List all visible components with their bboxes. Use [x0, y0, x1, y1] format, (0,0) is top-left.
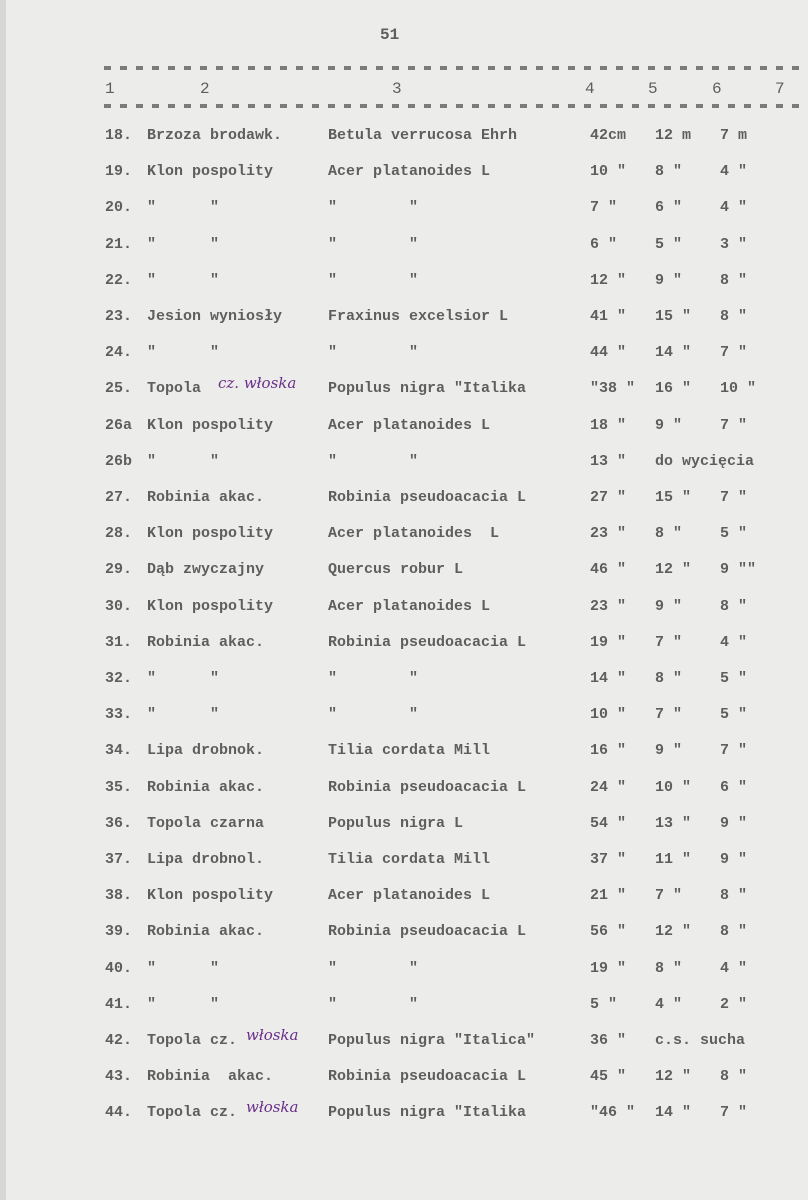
- row-number: 23.: [105, 308, 133, 325]
- crown-diameter: 9 "": [720, 561, 757, 579]
- row-number: 33.: [105, 706, 133, 724]
- table-row: [0, 374, 808, 400]
- height: 10 ": [655, 778, 692, 796]
- height: 12 m: [655, 127, 692, 144]
- circumference: 36 ": [590, 1032, 627, 1049]
- row-number: 32.: [105, 670, 133, 687]
- polish-name: Topola: [147, 380, 202, 398]
- circumference: 45 ": [590, 1068, 627, 1086]
- polish-name: Dąb zwyczajny: [147, 561, 265, 579]
- table-row: [0, 525, 808, 545]
- table-row: [0, 779, 808, 799]
- crown-diameter: 8 ": [720, 923, 748, 941]
- page-number: 51: [380, 26, 400, 44]
- table-row: [0, 236, 808, 256]
- polish-name: " ": [147, 995, 220, 1013]
- height: 12 ": [655, 561, 692, 579]
- latin-name: " ": [328, 670, 419, 687]
- circumference: 6 ": [590, 235, 618, 253]
- height: 9 ": [655, 416, 683, 434]
- polish-name: Topola cz.: [147, 1032, 238, 1049]
- table-row: [0, 887, 808, 907]
- table-row: [0, 923, 808, 943]
- polish-name: " ": [147, 199, 220, 217]
- column-header-2: 2: [200, 80, 210, 98]
- polish-name: " ": [147, 706, 220, 724]
- polish-name: " ": [147, 271, 220, 289]
- circumference: 56 ": [590, 923, 627, 941]
- latin-name: Tilia cordata Mill: [328, 742, 491, 760]
- crown-diameter: 3 ": [720, 235, 748, 253]
- circumference: 23 ": [590, 597, 627, 615]
- latin-name: Acer platanoides L: [328, 163, 491, 181]
- height: 7 ": [655, 633, 683, 651]
- height: 8 ": [655, 525, 683, 543]
- row-number: 44.: [105, 1104, 133, 1122]
- height: 9 ": [655, 271, 683, 289]
- crown-diameter: 5 ": [720, 706, 748, 724]
- polish-name: Robinia akac.: [147, 923, 265, 941]
- latin-name: Populus nigra "Italika: [328, 1104, 527, 1122]
- height: 13 ": [655, 814, 692, 832]
- table-row: [0, 1026, 808, 1052]
- row-number: 19.: [105, 163, 133, 181]
- polish-name: Brzoza brodawk.: [147, 127, 283, 144]
- handwritten-annotation: włoska: [246, 1098, 299, 1117]
- height: 8 ": [655, 959, 683, 977]
- row-number: 30.: [105, 597, 133, 615]
- crown-diameter: 4 ": [720, 633, 748, 651]
- table-row: [0, 272, 808, 292]
- latin-name: Betula verrucosa Ehrh: [328, 127, 518, 144]
- crown-diameter: 5 ": [720, 525, 748, 543]
- circumference: 5 ": [590, 995, 618, 1013]
- height: 16 ": [655, 380, 692, 398]
- latin-name: Fraxinus excelsior L: [328, 308, 509, 325]
- crown-diameter: 9 ": [720, 814, 748, 832]
- circumference: 21 ": [590, 887, 627, 905]
- height: 6 ": [655, 199, 683, 217]
- row-number: 31.: [105, 633, 133, 651]
- table-row: [0, 163, 808, 183]
- latin-name: Robinia pseudoacacia L: [328, 489, 527, 506]
- crown-diameter: 6 ": [720, 778, 748, 796]
- table-row: [0, 453, 808, 473]
- height: 15 ": [655, 308, 692, 325]
- height: do wycięcia: [655, 452, 755, 470]
- height: 9 ": [655, 597, 683, 615]
- handwritten-annotation: włoska: [246, 1026, 299, 1044]
- crown-diameter: 8 ": [720, 308, 748, 325]
- polish-name: Klon pospolity: [147, 416, 274, 434]
- height: 14 ": [655, 344, 692, 362]
- crown-diameter: 7 m: [720, 127, 748, 144]
- table-row: [0, 417, 808, 437]
- latin-name: " ": [328, 199, 419, 217]
- header-bottom-rule: [104, 104, 808, 108]
- row-number: 24.: [105, 344, 133, 362]
- circumference: "38 ": [590, 380, 636, 398]
- latin-name: " ": [328, 995, 419, 1013]
- circumference: 10 ": [590, 706, 627, 724]
- crown-diameter: 9 ": [720, 851, 748, 868]
- row-number: 26b: [105, 452, 133, 470]
- height: 8 ": [655, 163, 683, 181]
- polish-name: Jesion wyniosły: [147, 308, 283, 325]
- table-row: [0, 960, 808, 980]
- height: 9 ": [655, 742, 683, 760]
- table-row: [0, 706, 808, 726]
- polish-name: " ": [147, 452, 220, 470]
- circumference: "46 ": [590, 1104, 636, 1122]
- polish-name: Robinia akac.: [147, 778, 265, 796]
- row-number: 41.: [105, 995, 133, 1013]
- polish-name: Topola czarna: [147, 814, 265, 832]
- column-header-5: 5: [648, 80, 658, 98]
- table-row: [0, 199, 808, 219]
- row-number: 40.: [105, 959, 133, 977]
- latin-name: Robinia pseudoacacia L: [328, 1068, 527, 1086]
- latin-name: " ": [328, 344, 419, 362]
- circumference: 54 ": [590, 814, 627, 832]
- table-row: [0, 742, 808, 762]
- polish-name: " ": [147, 670, 220, 687]
- circumference: 13 ": [590, 452, 627, 470]
- crown-diameter: 4 ": [720, 163, 748, 181]
- height: 12 ": [655, 1068, 692, 1086]
- height: 8 ": [655, 670, 683, 687]
- latin-name: Robinia pseudoacacia L: [328, 633, 527, 651]
- latin-name: Acer platanoides L: [328, 887, 491, 905]
- polish-name: Robinia akac.: [147, 633, 265, 651]
- row-number: 39.: [105, 923, 133, 941]
- latin-name: " ": [328, 959, 419, 977]
- column-header-3: 3: [392, 80, 402, 98]
- latin-name: " ": [328, 452, 419, 470]
- crown-diameter: 8 ": [720, 887, 748, 905]
- latin-name: Quercus robur L: [328, 561, 464, 579]
- crown-diameter: 7 ": [720, 742, 748, 760]
- row-number: 22.: [105, 271, 133, 289]
- height: c.s. sucha: [655, 1032, 746, 1049]
- crown-diameter: 7 ": [720, 344, 748, 362]
- height: 15 ": [655, 489, 692, 506]
- crown-diameter: 2 ": [720, 995, 748, 1013]
- circumference: 42cm: [590, 127, 627, 144]
- table-row: [0, 344, 808, 364]
- header-top-rule: [104, 66, 808, 70]
- column-header-7: 7: [775, 80, 785, 98]
- row-number: 25.: [105, 380, 133, 398]
- row-number: 21.: [105, 235, 133, 253]
- column-header-1: 1: [105, 80, 115, 98]
- latin-name: Populus nigra "Italica": [328, 1032, 536, 1049]
- height: 7 ": [655, 706, 683, 724]
- crown-diameter: 4 ": [720, 199, 748, 217]
- table-row: [0, 851, 808, 871]
- crown-diameter: 10 ": [720, 380, 757, 398]
- table-row: [0, 670, 808, 690]
- table-row: [0, 815, 808, 835]
- polish-name: " ": [147, 235, 220, 253]
- circumference: 44 ": [590, 344, 627, 362]
- latin-name: " ": [328, 271, 419, 289]
- polish-name: " ": [147, 959, 220, 977]
- polish-name: Klon pospolity: [147, 887, 274, 905]
- table-row: [0, 489, 808, 509]
- row-number: 29.: [105, 561, 133, 579]
- height: 4 ": [655, 995, 683, 1013]
- circumference: 19 ": [590, 959, 627, 977]
- circumference: 37 ": [590, 851, 627, 868]
- table-row: [0, 127, 808, 147]
- crown-diameter: 4 ": [720, 959, 748, 977]
- polish-name: Robinia akac.: [147, 1068, 274, 1086]
- circumference: 14 ": [590, 670, 627, 687]
- latin-name: " ": [328, 706, 419, 724]
- circumference: 23 ": [590, 525, 627, 543]
- crown-diameter: 7 ": [720, 489, 748, 506]
- height: 5 ": [655, 235, 683, 253]
- latin-name: Acer platanoides L: [328, 597, 491, 615]
- row-number: 38.: [105, 887, 133, 905]
- row-number: 43.: [105, 1068, 133, 1086]
- row-number: 20.: [105, 199, 133, 217]
- height: 7 ": [655, 887, 683, 905]
- crown-diameter: 5 ": [720, 670, 748, 687]
- crown-diameter: 7 ": [720, 416, 748, 434]
- circumference: 19 ": [590, 633, 627, 651]
- height: 11 ": [655, 851, 692, 868]
- latin-name: Populus nigra L: [328, 814, 464, 832]
- polish-name: Klon pospolity: [147, 597, 274, 615]
- table-row: [0, 308, 808, 328]
- row-number: 36.: [105, 814, 133, 832]
- row-number: 42.: [105, 1032, 133, 1049]
- circumference: 27 ": [590, 489, 627, 506]
- row-number: 37.: [105, 851, 133, 868]
- column-header-4: 4: [585, 80, 595, 98]
- circumference: 16 ": [590, 742, 627, 760]
- circumference: 41 ": [590, 308, 627, 325]
- polish-name: Klon pospolity: [147, 525, 274, 543]
- crown-diameter: 8 ": [720, 271, 748, 289]
- circumference: 12 ": [590, 271, 627, 289]
- circumference: 24 ": [590, 778, 627, 796]
- table-row: [0, 598, 808, 618]
- circumference: 46 ": [590, 561, 627, 579]
- crown-diameter: 8 ": [720, 1068, 748, 1086]
- polish-name: " ": [147, 344, 220, 362]
- table-row: [0, 561, 808, 581]
- table-row: [0, 996, 808, 1016]
- handwritten-annotation: cz. włoska: [218, 374, 297, 393]
- height: 14 ": [655, 1104, 692, 1122]
- latin-name: " ": [328, 235, 419, 253]
- latin-name: Robinia pseudoacacia L: [328, 923, 527, 941]
- row-number: 27.: [105, 489, 133, 506]
- circumference: 10 ": [590, 163, 627, 181]
- table-row: [0, 1098, 808, 1124]
- circumference: 18 ": [590, 416, 627, 434]
- latin-name: Acer platanoides L: [328, 416, 491, 434]
- latin-name: Populus nigra "Italika: [328, 380, 527, 398]
- polish-name: Lipa drobnol.: [147, 851, 265, 868]
- latin-name: Robinia pseudoacacia L: [328, 778, 527, 796]
- column-header-6: 6: [712, 80, 722, 98]
- height: 12 ": [655, 923, 692, 941]
- polish-name: Robinia akac.: [147, 489, 265, 506]
- table-row: [0, 634, 808, 654]
- row-number: 18.: [105, 127, 133, 144]
- row-number: 28.: [105, 525, 133, 543]
- table-row: [0, 1068, 808, 1088]
- latin-name: Tilia cordata Mill: [328, 851, 491, 868]
- polish-name: Topola cz.: [147, 1104, 238, 1122]
- row-number: 34.: [105, 742, 133, 760]
- crown-diameter: 8 ": [720, 597, 748, 615]
- polish-name: Lipa drobnok.: [147, 742, 265, 760]
- row-number: 26a: [105, 416, 133, 434]
- row-number: 35.: [105, 778, 133, 796]
- polish-name: Klon pospolity: [147, 163, 274, 181]
- circumference: 7 ": [590, 199, 618, 217]
- crown-diameter: 7 ": [720, 1104, 748, 1122]
- latin-name: Acer platanoides L: [328, 525, 500, 543]
